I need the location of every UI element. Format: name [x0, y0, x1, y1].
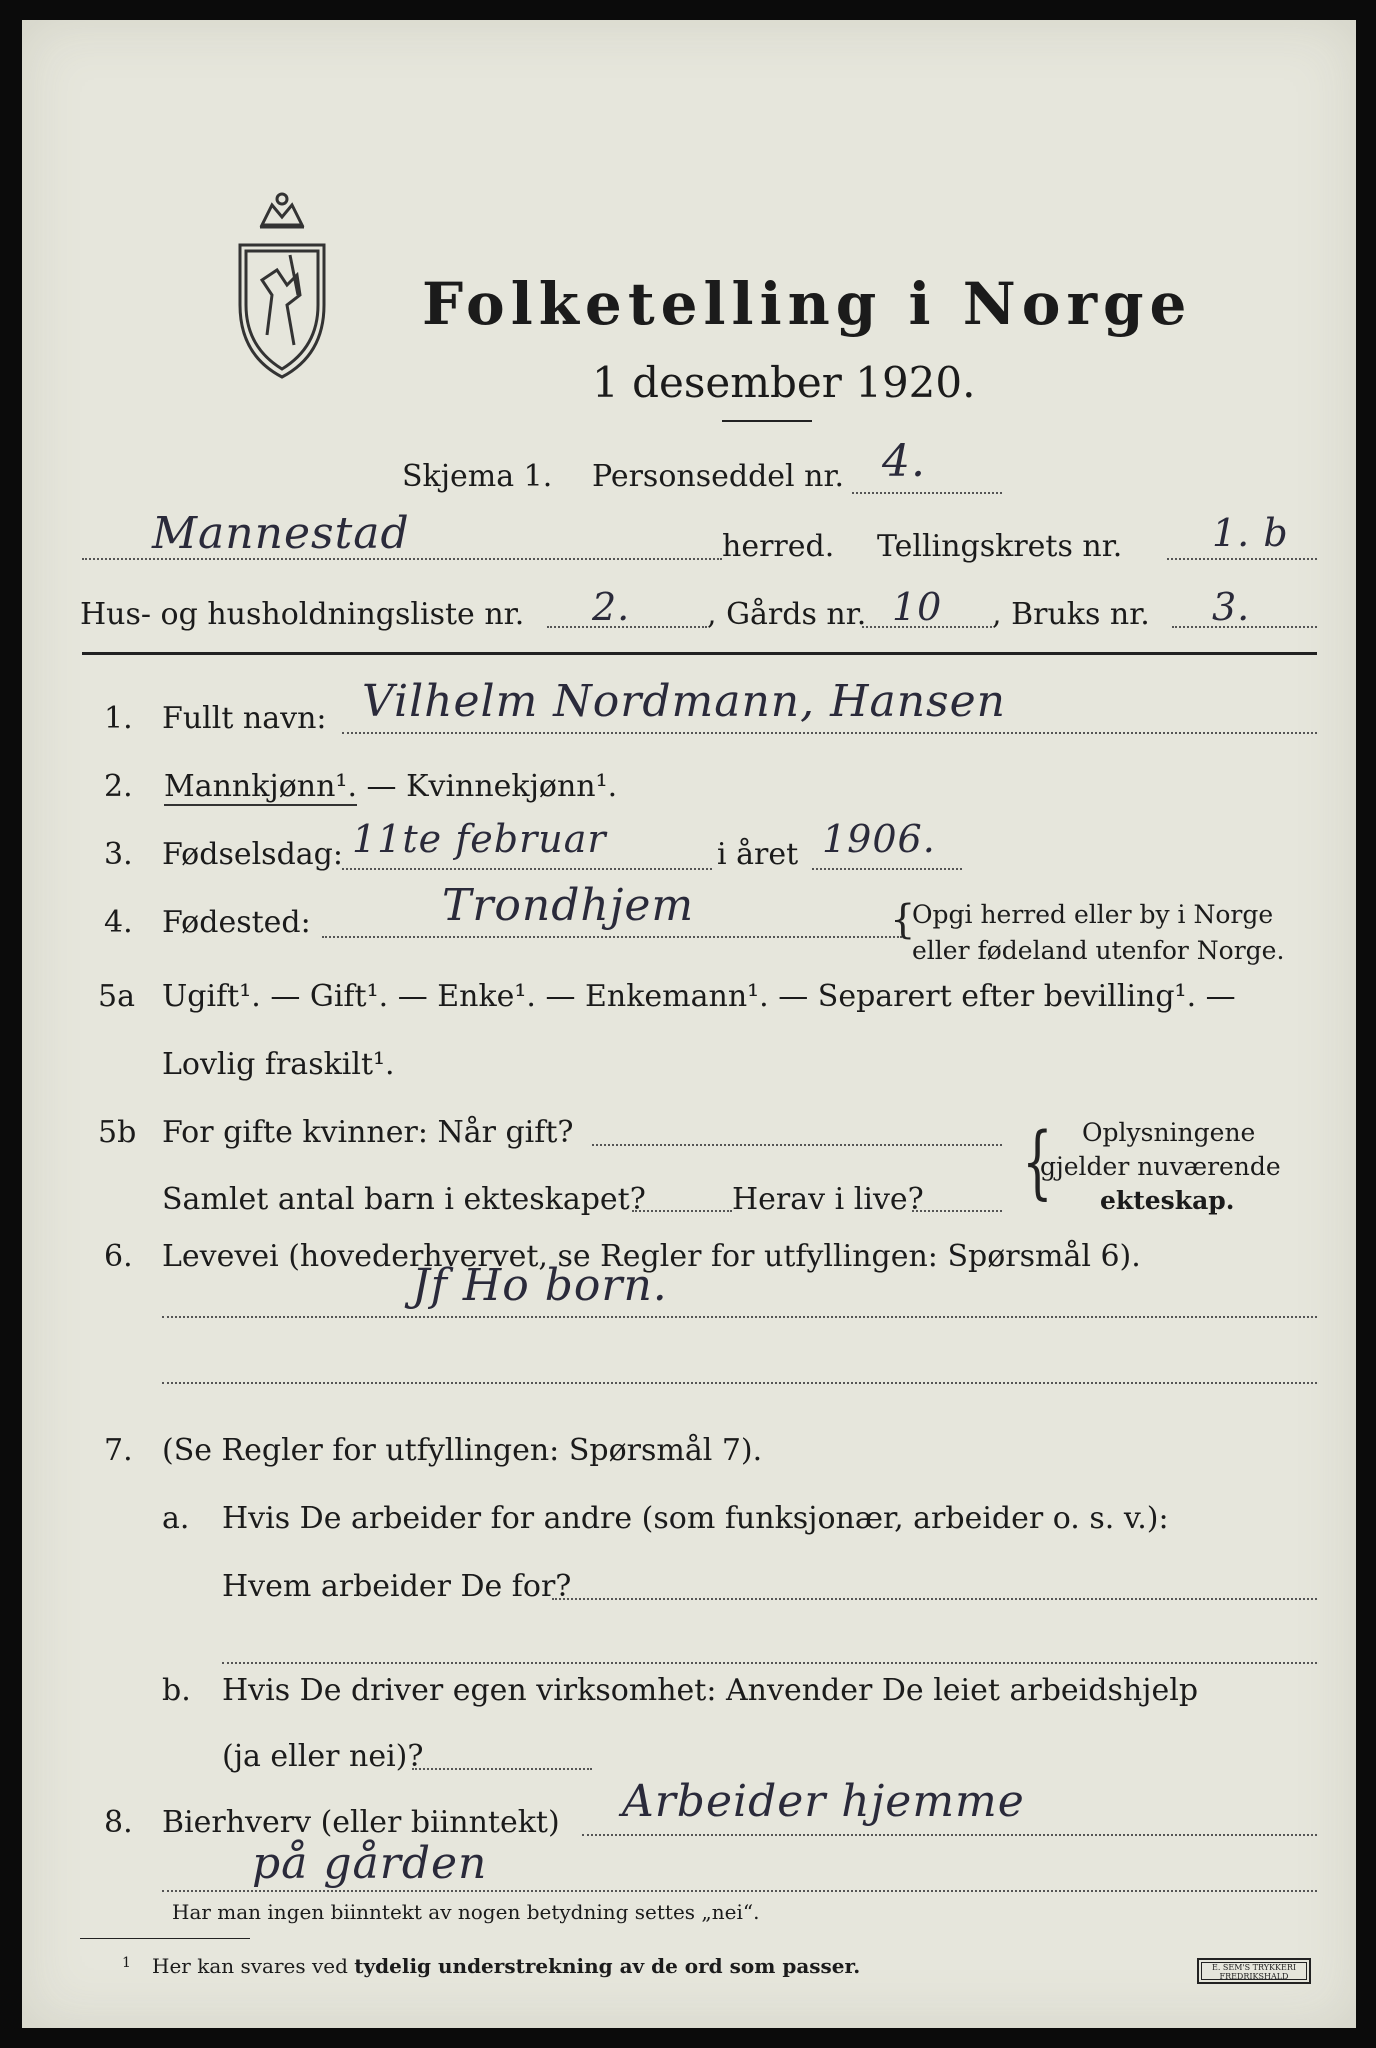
q4-brace: { — [890, 897, 916, 943]
tellingskrets-value: 1. b — [1212, 511, 1289, 555]
personseddel-value: 4. — [882, 436, 926, 487]
q7-number: 7. — [104, 1433, 133, 1468]
married-when-field[interactable] — [592, 1144, 1002, 1146]
side-income-value-line1: Arbeider hjemme — [622, 1776, 1025, 1827]
q6-number: 6. — [104, 1239, 133, 1274]
bruks-label: , Bruks nr. — [992, 597, 1150, 632]
male-option[interactable]: Mannkjønn¹. — [164, 769, 357, 804]
gender-options — [164, 769, 618, 804]
herred-label: herred. — [722, 529, 835, 564]
footnote-divider — [80, 1938, 250, 1939]
gards-value: 10 — [892, 585, 943, 629]
norway-coat-of-arms-icon — [232, 185, 332, 385]
side-income-value-line2: på gården — [252, 1838, 488, 1889]
header-divider — [82, 652, 1317, 655]
q8-number: 8. — [104, 1805, 133, 1840]
q7b-label: (ja eller nei)? — [222, 1739, 424, 1774]
q3-year-label: i året — [717, 837, 799, 872]
hired-help-field[interactable] — [412, 1768, 592, 1770]
census-form-page — [22, 20, 1356, 2028]
q4-note-line1: Opgi herred eller by i Norge — [912, 900, 1274, 929]
female-option[interactable]: Kvinnekjønn¹. — [406, 769, 618, 804]
printer-stamp — [1197, 1958, 1311, 1984]
employer-field-line2[interactable] — [222, 1662, 1317, 1664]
q3-number: 3. — [104, 837, 133, 872]
q4-note-line2: eller fødeland utenfor Norge. — [912, 936, 1285, 965]
q7a-letter: a. — [162, 1501, 190, 1536]
occupation-field-line2[interactable] — [162, 1382, 1317, 1384]
full-name-field[interactable] — [342, 732, 1317, 734]
gender-separator: — — [357, 769, 407, 804]
q6-label: Levevei (hovederhvervet, se Regler for utfyllingen: Spørsmål 6). — [162, 1239, 1141, 1274]
marital-status-options[interactable]: Ugift¹. — Gift¹. — Enke¹. — Enkemann¹. — Separert efter bevilling¹. — — [162, 979, 1236, 1014]
marital-status-divorced[interactable]: Lovlig fraskilt¹. — [162, 1047, 395, 1082]
personseddel-label: Personseddel nr. — [592, 459, 845, 494]
q5b-number: 5b — [98, 1115, 137, 1150]
q8-label: Bierhverv (eller biinntekt) — [162, 1805, 560, 1840]
q1-label: Fullt navn: — [162, 701, 327, 736]
gards-label: , Gårds nr. — [707, 597, 867, 632]
full-name-value: Vilhelm Nordmann, Hansen — [362, 676, 1006, 727]
side-income-field-line2[interactable] — [162, 1890, 1317, 1892]
q8-note: Har man ingen biinntekt av nogen betydning settes „nei“. — [172, 1900, 760, 1924]
hus-value: 2. — [592, 585, 631, 629]
q5b-note-line3: ekteskap. — [1100, 1186, 1235, 1215]
footnote-mark: 1 — [122, 1955, 131, 1971]
birth-year-field[interactable] — [812, 868, 962, 870]
bruks-value: 3. — [1212, 585, 1251, 629]
skjema-label: Skjema 1. — [402, 459, 553, 494]
q7b-letter: b. — [162, 1673, 191, 1708]
q5a-number: 5a — [98, 979, 135, 1014]
footnote-text-normal: Her kan svares ved — [152, 1954, 355, 1978]
children-count-label: Samlet antal barn i ekteskapet? — [162, 1182, 646, 1217]
employer-field[interactable] — [552, 1598, 1317, 1600]
printer-stamp-text: E. SEM'S TRYKKERI FREDRIKSHALD — [1201, 1962, 1307, 1980]
side-income-field[interactable] — [582, 1834, 1317, 1836]
herred-value: Mannestad — [152, 508, 410, 559]
birthday-field[interactable] — [342, 868, 712, 870]
q2-number: 2. — [104, 769, 133, 804]
occupation-value: Jf Ho born. — [412, 1260, 668, 1311]
tellingskrets-field[interactable] — [1167, 558, 1317, 560]
children-count-field[interactable] — [632, 1210, 732, 1212]
children-alive-field[interactable] — [912, 1210, 1002, 1212]
q7a-employer-label: Hvem arbeider De for? — [222, 1569, 572, 1604]
q7b-text: Hvis De driver egen virksomhet: Anvender De leiet arbeidshjelp — [222, 1673, 1199, 1708]
q5b-note-line1: Oplysningene — [1082, 1118, 1256, 1147]
birthplace-value: Trondhjem — [442, 880, 695, 931]
footnote-text — [152, 1956, 860, 1976]
birthday-value: 11te februar — [352, 817, 607, 861]
married-when-label: For gifte kvinner: Når gift? — [162, 1115, 574, 1150]
children-alive-label: Herav i live? — [732, 1182, 924, 1217]
personseddel-field[interactable] — [852, 492, 1002, 494]
q4-number: 4. — [104, 905, 133, 940]
tellingskrets-label: Tellingskrets nr. — [877, 529, 1123, 564]
q3-label: Fødselsdag: — [162, 837, 343, 872]
q5b-brace: { — [1022, 1115, 1053, 1208]
page-title: Folketelling i Norge — [422, 270, 1193, 338]
hus-label: Hus- og husholdningsliste nr. — [80, 597, 525, 632]
q1-number: 1. — [104, 701, 133, 736]
birthplace-field[interactable] — [322, 936, 902, 938]
q5b-note-line2: gjelder nuværende — [1040, 1152, 1281, 1181]
footnote-text-bold: tydelig understrekning av de ord som passer. — [354, 1954, 861, 1978]
census-date: 1 desember 1920. — [592, 358, 976, 407]
q4-label: Fødested: — [162, 905, 311, 940]
occupation-field-line1[interactable] — [162, 1316, 1317, 1318]
birth-year-value: 1906. — [822, 817, 936, 861]
q7-label: (Se Regler for utfyllingen: Spørsmål 7). — [162, 1433, 763, 1468]
q7a-text: Hvis De arbeider for andre (som funksjonær, arbeider o. s. v.): — [222, 1501, 1169, 1536]
title-divider — [722, 420, 812, 422]
